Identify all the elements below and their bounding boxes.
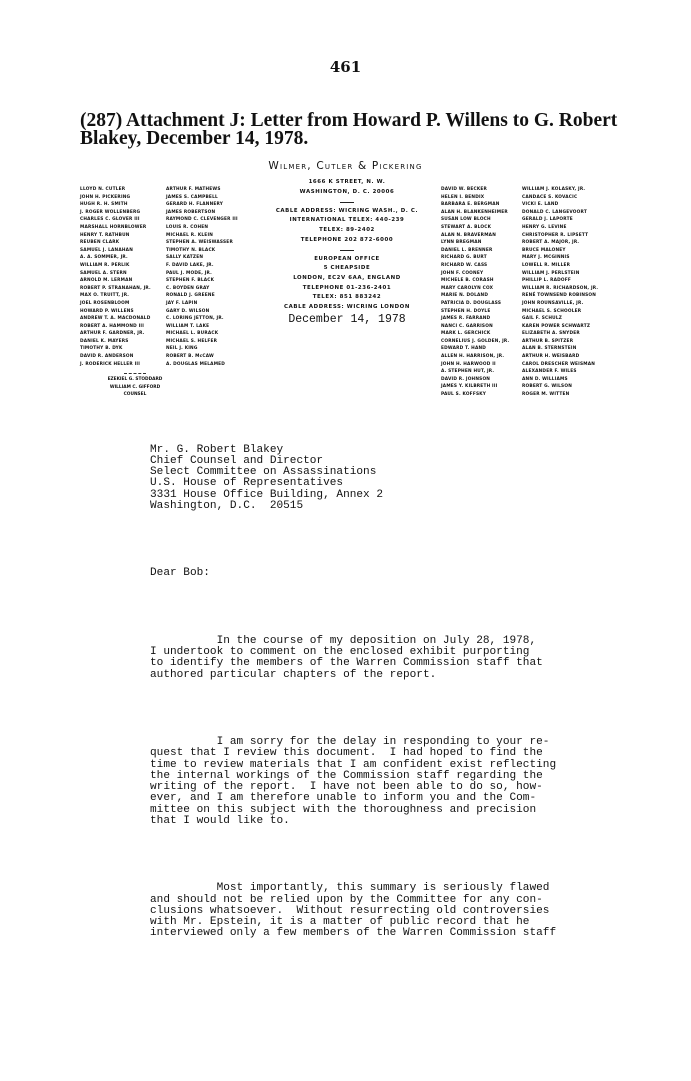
text-line: RICHARD G. BURT bbox=[441, 255, 487, 261]
text-line: ARTHUR H. WEISBARD bbox=[522, 354, 580, 360]
counsel-name bbox=[90, 376, 180, 399]
text-line: STEWART A. BLOCK bbox=[441, 224, 492, 230]
text-line: Mr. G. Robert Blakey bbox=[150, 443, 284, 456]
text-line: Most importantly, this summary is seriously flawed bbox=[150, 882, 550, 895]
letter-date: December 14, 1978 bbox=[288, 313, 406, 326]
text-line: RONALD J. GREENE bbox=[166, 293, 215, 299]
text-line: ALEXANDER F. WILES bbox=[522, 369, 577, 375]
text-line: DAVID R. ANDERSON bbox=[80, 354, 134, 360]
text-line: JOEL ROSENBLOOM bbox=[80, 300, 130, 306]
salutation: Dear Bob: bbox=[150, 567, 210, 580]
text-line: EDWARD T. HAND bbox=[441, 346, 487, 352]
partners-column-2 bbox=[166, 186, 238, 368]
text-line: I undertook to comment on the enclosed exhibit purporting bbox=[150, 646, 530, 658]
text-line: REUBEN CLARK bbox=[80, 240, 120, 246]
text-line: CORNELIUS J. GOLDEN, JR. bbox=[441, 338, 510, 344]
text-line: TIMOTHY N. BLACK bbox=[166, 247, 216, 253]
text-line: A. DOUGLAS MELAMED bbox=[166, 361, 226, 367]
text-line: MARY CAROLYN COX bbox=[441, 285, 494, 291]
text-line: HUGH R. H. SMITH bbox=[80, 202, 128, 208]
text-line: MARK L. GERCHICK bbox=[441, 331, 491, 337]
attachment-heading: (287) Attachment J: Letter from Howard P. Willens to G. Robert Blakey, December 14, 1978. bbox=[80, 110, 618, 149]
text-line: quest that I review this document. I had hoped to find the bbox=[150, 747, 543, 760]
text-line: LONDON, EC2V 6AA, ENGLAND bbox=[293, 274, 401, 281]
text-line: 5 CHEAPSIDE bbox=[323, 265, 371, 272]
text-line: 3331 House Office Building, Annex 2 bbox=[150, 488, 384, 501]
text-line: TELEPHONE 01-236-2401 bbox=[302, 284, 392, 291]
text-line: GERALD J. LAPORTE bbox=[522, 217, 573, 223]
text-line: CANDACE S. KOVACIC bbox=[522, 194, 578, 200]
text-line: mittee on this subject with the thoroughness and precision bbox=[150, 803, 537, 816]
divider bbox=[340, 245, 354, 255]
text-line: C. LORING JETTON, JR. bbox=[166, 316, 224, 322]
text-line: ARNOLD M. LERMAN bbox=[80, 278, 133, 284]
text-line: interviewed only a few members of the Warren Commission staff bbox=[150, 927, 557, 940]
divider bbox=[124, 373, 146, 374]
paragraph bbox=[150, 883, 556, 939]
text-line: KAREN POWER SCHWARTZ bbox=[522, 323, 591, 329]
text-line: U.S. House of Representatives bbox=[150, 477, 344, 490]
text-line: WILLIAM R. RICHARDSON, JR. bbox=[522, 285, 599, 291]
text-line: DONALD C. LANGEVOORT bbox=[522, 209, 587, 215]
text-line: DAVID W. BECKER bbox=[441, 187, 488, 192]
text-line: BARBARA E. BERGMAN bbox=[441, 202, 500, 208]
text-line: ROBERT A. MAJOR, JR. bbox=[522, 240, 580, 246]
text-line: CABLE ADDRESS: WICRING WASH., D. C. bbox=[275, 207, 419, 214]
text-line: GARY D. WILSON bbox=[166, 308, 210, 314]
text-line: Chief Counsel and Director bbox=[150, 454, 324, 467]
text-line: JOHN F. COONEY bbox=[441, 270, 484, 276]
text-line: CHARLES C. GLOVER III bbox=[80, 217, 140, 223]
text-line: SALLY KATZEN bbox=[166, 255, 204, 261]
text-line: HOWARD P. WILLENS bbox=[80, 308, 134, 314]
text-line: Select Committee on Assassinations bbox=[150, 466, 377, 478]
text-line: 1666 K STREET, N. W. bbox=[308, 179, 386, 185]
text-line: F. DAVID LAKE, JR. bbox=[166, 262, 214, 268]
text-line: TELEX: 851 883242 bbox=[312, 294, 382, 301]
text-line: ROBERT G. WILSON bbox=[522, 384, 572, 390]
text-line: LLOYD N. CUTLER bbox=[80, 187, 126, 192]
text-line: JAMES ROBERTSON bbox=[166, 209, 216, 215]
text-line: LOWELL R. MILLER bbox=[522, 262, 571, 268]
text-line: TELEPHONE 202 872-6000 bbox=[300, 236, 394, 243]
european-office-line bbox=[247, 255, 447, 313]
text-line: EUROPEAN OFFICE bbox=[314, 255, 380, 262]
firm-name: Wilmer, Cutler & Pickering bbox=[268, 160, 423, 172]
text-line: MICHELE B. CORASH bbox=[441, 278, 494, 284]
page-number: 461 bbox=[329, 58, 362, 76]
text-line: MARY J. MCGINNIS bbox=[522, 255, 570, 261]
text-line: J. RODERICK HELLER III bbox=[80, 361, 141, 367]
text-line: JAY F. LAPIN bbox=[166, 300, 198, 306]
text-line: clusions whatsoever. Without resurrecting old controversies bbox=[150, 904, 550, 917]
text-line: PATRICIA D. DOUGLASS bbox=[441, 300, 502, 306]
text-line: CABLE ADDRESS: WICRING LONDON bbox=[284, 303, 410, 310]
text-line: BRUCE MALONEY bbox=[522, 247, 566, 253]
paragraph bbox=[150, 737, 556, 827]
counsel-block bbox=[90, 370, 180, 399]
text-line: MICHAEL R. KLEIN bbox=[166, 232, 214, 238]
text-line: ANDREW T. A. MACDONALD bbox=[80, 316, 151, 322]
text-line: COUNSEL bbox=[123, 392, 147, 398]
text-line: A. A. SOMMER, JR. bbox=[80, 255, 128, 261]
text-line: PHILLIP L. RADOFF bbox=[522, 278, 572, 284]
text-line: DAVID R. JOHNSON bbox=[441, 376, 491, 382]
text-line: ever, and I am therefore unable to inform you and the Com- bbox=[150, 792, 537, 805]
text-line: I am sorry for the delay in responding to your re- bbox=[150, 736, 550, 748]
text-line: ROBERT B. McCAW bbox=[166, 354, 214, 360]
text-line: RAYMOND C. CLEVENGER III bbox=[166, 217, 238, 223]
text-line: WILLIAM R. PERLIK bbox=[80, 262, 130, 268]
text-line: GERARD H. FLANNERY bbox=[166, 202, 224, 208]
text-line: ANN D. WILLIAMS bbox=[522, 376, 568, 382]
paragraph bbox=[150, 636, 556, 681]
text-line: that I would like to. bbox=[150, 814, 290, 827]
text-line: STEPHEN A. WEISWASSER bbox=[166, 240, 233, 246]
text-line: SUSAN LOW BLOCH bbox=[441, 217, 491, 223]
text-line: MICHAEL L. BURACK bbox=[166, 331, 219, 337]
text-line: JOHN H. HARWOOD II bbox=[441, 361, 496, 367]
text-line: DANIEL K. MAYERS bbox=[80, 338, 129, 344]
partners-column-3 bbox=[441, 186, 509, 399]
text-line: WILLIAM J. PERLSTEIN bbox=[522, 270, 580, 276]
text-line: MARIE N. DOLAND bbox=[441, 293, 489, 299]
text-line: JOHN ROUNSAVILLE, JR. bbox=[522, 300, 584, 306]
text-line: Washington, D.C. 20515 bbox=[150, 499, 304, 512]
text-line: LYNN BREGMAN bbox=[441, 240, 482, 246]
text-line: NEIL J. KING bbox=[166, 346, 198, 352]
text-line: HENRY T. RATHBUN bbox=[80, 232, 130, 238]
text-line: MICHAEL S. SCHOOLER bbox=[522, 308, 582, 314]
text-line: ROBERT A. HAMMOND III bbox=[80, 323, 145, 329]
text-line: VICKI E. LAND bbox=[522, 202, 559, 208]
text-line: TELEX: 89-2402 bbox=[319, 226, 375, 233]
text-line: SAMUEL A. STERN bbox=[80, 270, 127, 276]
text-line: ARTHUR F. MATHEWS bbox=[166, 187, 221, 192]
text-line: to identify the members of the Warren Commission staff that bbox=[150, 657, 543, 670]
text-line: A. STEPHEN HUT, JR. bbox=[441, 369, 495, 375]
text-line: CAROL DRESCHER WEISMAN bbox=[522, 361, 596, 367]
divider bbox=[340, 197, 354, 207]
text-line: authored particular chapters of the report. bbox=[150, 668, 437, 681]
text-line: JAMES S. CAMPBELL bbox=[166, 194, 218, 200]
text-line: STEPHEN F. BLACK bbox=[166, 278, 215, 284]
text-line: writing of the report. I have not been able to do so, how- bbox=[150, 781, 543, 793]
text-line: WILLIAM C. GIFFORD bbox=[109, 384, 161, 390]
text-line: In the course of my deposition on July 28, 1978, bbox=[150, 634, 537, 647]
text-line: JOHN H. PICKERING bbox=[80, 194, 131, 200]
text-line: J. ROGER WOLLENBERG bbox=[80, 209, 141, 215]
text-line: NANCI C. GARRISON bbox=[441, 323, 493, 329]
text-line: JAMES R. FARRAND bbox=[441, 316, 491, 322]
text-line: WASHINGTON, D. C. 20006 bbox=[299, 188, 395, 195]
text-line: time to review materials that I am confident exist reflecting bbox=[150, 758, 557, 771]
text-line: MICHAEL S. HELFER bbox=[166, 338, 218, 344]
address-line bbox=[247, 178, 447, 197]
text-line: SAMUEL J. LANAHAN bbox=[80, 247, 133, 253]
text-line: TIMOTHY B. DYK bbox=[80, 346, 123, 352]
text-line: ARTHUR F. GARDNER, JR. bbox=[80, 331, 145, 337]
contact-line bbox=[247, 207, 447, 245]
text-line: RENÉ TOWNSEND ROBINSON bbox=[522, 293, 597, 299]
text-line: PAUL S. KOFFSKY bbox=[441, 392, 487, 398]
text-line: MAX O. TRUITT, JR. bbox=[80, 293, 130, 299]
text-line: HELEN I. BENDIX bbox=[441, 194, 485, 200]
text-line: C. BOYDEN GRAY bbox=[166, 285, 210, 291]
text-line: MARSHALL HORNBLOWER bbox=[80, 224, 147, 230]
text-line: LOUIS R. COHEN bbox=[166, 224, 209, 230]
text-line: with Mr. Epstein, it is a matter of public record that he bbox=[150, 916, 530, 928]
recipient-address bbox=[150, 445, 556, 513]
text-line: ELIZABETH A. SNYDER bbox=[522, 331, 580, 337]
text-line: WILLIAM J. KOLASKY, JR. bbox=[522, 187, 586, 192]
text-line: EZEKIEL G. STODDARD bbox=[107, 377, 163, 382]
text-line: the internal workings of the Commission staff regarding the bbox=[150, 769, 543, 782]
text-line: ROBERT P. STRANAHAN, JR. bbox=[80, 285, 151, 291]
text-line: JAMES Y. KILBRETH III bbox=[441, 384, 498, 390]
text-line: ALAN B. STERNSTEIN bbox=[522, 346, 577, 352]
text-line: HENRY G. LEVINE bbox=[522, 224, 567, 230]
text-line: and should not be relied upon by the Committee for any con- bbox=[150, 893, 543, 906]
text-line: STEPHEN H. DOYLE bbox=[441, 308, 491, 314]
text-line: CHRISTOPHER R. LIPSETT bbox=[522, 232, 589, 238]
text-line: ALAN N. BRAVERMAN bbox=[441, 232, 496, 238]
text-line: ARTHUR B. SPITZER bbox=[522, 338, 574, 344]
text-line: INTERNATIONAL TELEX: 440-239 bbox=[289, 217, 405, 224]
text-line: RICHARD W. CASS bbox=[441, 262, 488, 268]
letter-body bbox=[150, 422, 556, 951]
letterhead-address bbox=[247, 178, 447, 312]
partners-column-4 bbox=[522, 186, 598, 399]
text-line: DANIEL L. BRENNER bbox=[441, 247, 493, 253]
partners-column-1 bbox=[80, 186, 151, 368]
text-line: ALAN H. BLANKENHEIMER bbox=[441, 209, 508, 215]
text-line: GAIL F. SCHULZ bbox=[522, 316, 563, 322]
text-line: WILLIAM T. LAKE bbox=[166, 323, 210, 329]
text-line: PAUL J. MODE, JR. bbox=[166, 270, 212, 276]
text-line: ALLEN H. HARRISON, JR. bbox=[441, 354, 505, 360]
text-line: ROGER M. WITTEN bbox=[522, 392, 570, 398]
